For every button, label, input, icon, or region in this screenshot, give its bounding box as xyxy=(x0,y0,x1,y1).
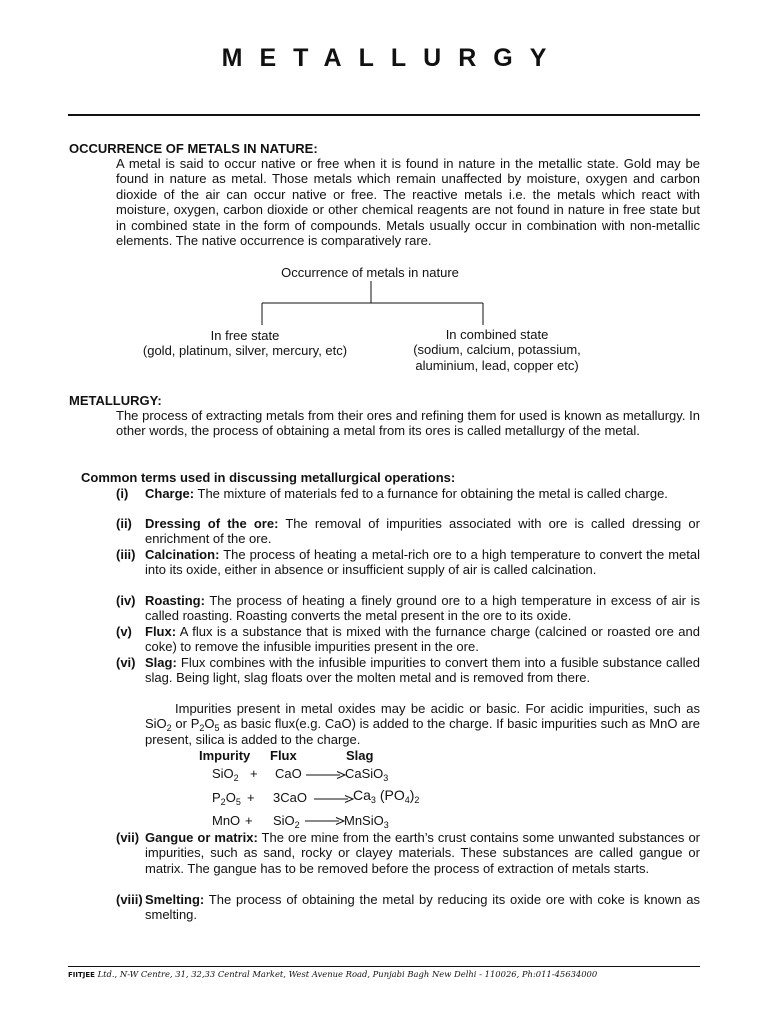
term-label: Dressing of the ore: xyxy=(145,516,279,531)
impurities-paragraph: Impurities present in metal oxides may be acidic or basic. For acidic impurities, such as SiO$_2$ or $P_2O_5$ as basic flux(e.g. CaO) is added to the charge. If basic impurities such as MnO are present, silica is added to the charge. xyxy=(145,701,700,747)
term-label: Gangue or matrix: xyxy=(145,830,258,845)
term-definition: The process of obtaining the metal by reducing its oxide ore with coke is known as smelting. xyxy=(145,892,700,923)
equation-2-reactant-a: $P_2O_5$ xyxy=(212,790,241,807)
tree-left-title: In free state xyxy=(210,328,280,343)
brand-logo: FIITJEE xyxy=(68,971,95,979)
term-label: Charge: xyxy=(145,486,195,501)
equation-3-reactant-b: SiO$_2$ xyxy=(273,813,300,830)
column-header-flux: Flux xyxy=(270,748,297,763)
term-definition: The ore mine from the earth’s crust contains some unwanted substances or impurities, such as sand, rocky or clayey materials. These substances are called gangue or matrix. The gangue has to be removed before the process of extraction of metals starts. xyxy=(145,830,700,876)
term-definition: The mixture of materials fed to a furnance for obtaining the metal is called charge. xyxy=(194,486,668,501)
term-item-charge: (i) Charge: The mixture of materials fed to a furnance for obtaining the metal is called charge. xyxy=(116,486,668,501)
tree-right-examples-2: aluminium, lead, copper etc) xyxy=(415,357,579,373)
term-item-flux: (v) Flux: A flux is a substance that is mixed with the furnance charge (calcined or roasted ore and coke) to remove the infusible impurities present in the ore. xyxy=(116,624,700,655)
equation-1-reactant-b: CaO xyxy=(275,766,302,781)
term-item-gangue: (vii) Gangue or matrix: The ore mine from the earth’s crust contains some unwanted substances or impurities, such as sand, rocky or clayey materials. These substances are called gangue or matrix. The gangue has to be removed before the process of extraction of metals starts. xyxy=(116,830,700,876)
terms-heading: Common terms used in discussing metallurgical operations: xyxy=(81,470,456,485)
tree-right-node xyxy=(387,327,607,373)
term-definition: Flux combines with the infusible impurities to convert them into a fusible substance called slag. Being light, slag floats over the molten metal and is removed from there. xyxy=(145,655,700,686)
title-divider xyxy=(68,114,700,116)
term-item-slag: (vi) Slag: Flux combines with the infusible impurities to convert them into a fusible substance called slag. Being light, slag floats over the molten metal and is removed from there. xyxy=(116,655,700,686)
tree-left-node xyxy=(120,328,370,359)
term-item-dressing: (ii) Dressing of the ore: The removal of impurities associated with ore is called dressing or enrichment of the ore. xyxy=(116,516,700,547)
term-definition: The process of heating a finely ground ore to a high temperature in excess of air is called roasting. Roasting converts the metal present in the ore to its oxide. xyxy=(145,593,700,624)
metallurgy-heading: METALLURGY: xyxy=(69,393,162,408)
occurrence-paragraph: A metal is said to occur native or free when it is found in nature in the metallic state. Gold may be found in nature as metal. Those metals which remain unaffected by moisture, oxygen and carbon dioxide of the air can occur native or free. The reactive metals i.e. the metals which react with moisture, oxygen, carbon dioxide or other chemical reagents are not found in nature in free state but in combined state in the form of compounds. Metals usually occur in combination with non-metallic elements. The native occurrence is comparatively rare. xyxy=(116,156,700,249)
equation-2-reactant-b: 3CaO xyxy=(273,790,307,805)
equation-2-product: $Ca_3$ $(PO_4)_2$ xyxy=(353,787,420,805)
equation-1-reactant-a: SiO$_2$ xyxy=(212,766,239,783)
page-title: METALLURGY xyxy=(221,44,564,72)
equation-3-plus: + xyxy=(245,813,253,828)
term-item-roasting: (iv) Roasting: The process of heating a finely ground ore to a high temperature in excess of air is called roasting. Roasting converts the metal present in the ore to its oxide. xyxy=(116,593,700,624)
occurrence-heading: OCCURRENCE OF METALS IN NATURE: xyxy=(69,141,318,156)
reaction-arrow-icon xyxy=(305,816,345,826)
column-header-impurity: Impurity xyxy=(199,748,251,763)
metallurgy-paragraph: The process of extracting metals from their ores and refining them for used is known as metallurgy. In other words, the process of obtaining a metal from its ores is called metallurgy of the metal. xyxy=(116,408,700,439)
equation-3-reactant-a: MnO xyxy=(212,813,241,828)
tree-left-examples: (gold, platinum, silver, mercury, etc) xyxy=(142,343,348,359)
footer-text: Ltd., N-W Centre, 31, 32,33 Central Market, West Avenue Road, Punjabi Bagh New Delhi - 110026, Ph:011-45634000 xyxy=(94,969,598,979)
reaction-arrow-icon xyxy=(306,770,346,780)
term-label: Slag: xyxy=(145,655,177,670)
term-definition: A flux is a substance that is mixed with the furnance charge (calcined or roasted ore and coke) to remove the infusible impurities present in the ore. xyxy=(145,624,700,655)
tree-right-examples-1: (sodium, calcium, potassium, xyxy=(413,342,581,358)
equation-2-plus: + xyxy=(247,790,255,805)
tree-connector-lines xyxy=(255,279,490,327)
footer-divider xyxy=(68,966,700,967)
term-item-calcination: (iii) Calcination: The process of heating a metal-rich ore to a high temperature to convert the metal into its oxide, either in absence or insufficient supply of air is called calcination. xyxy=(116,547,700,578)
tree-right-title: In combined state xyxy=(445,327,549,342)
term-label: Calcination: xyxy=(145,547,220,562)
column-header-slag: Slag xyxy=(346,748,374,763)
equation-1-plus: + xyxy=(250,766,258,781)
term-definition: The process of heating a metal-rich ore to a high temperature to convert the metal into its oxide, either in absence or insufficient supply of air is called calcination. xyxy=(145,547,700,578)
reaction-arrow-icon xyxy=(314,794,354,804)
equation-3-product: MnSiO$_3$ xyxy=(344,813,389,830)
term-item-smelting: (viii) Smelting: The process of obtaining the metal by reducing its oxide ore with coke is known as smelting. xyxy=(116,892,700,923)
tree-root-label: Occurrence of metals in nature xyxy=(281,265,459,280)
footer-address xyxy=(68,969,700,979)
term-label: Flux: xyxy=(145,624,177,639)
term-label: Roasting: xyxy=(145,593,205,608)
term-definition: The removal of impurities associated with ore is called dressing or enrichment of the ore. xyxy=(145,516,700,547)
equation-1-product: CaSiO$_3$ xyxy=(345,766,389,783)
term-label: Smelting: xyxy=(145,892,205,907)
